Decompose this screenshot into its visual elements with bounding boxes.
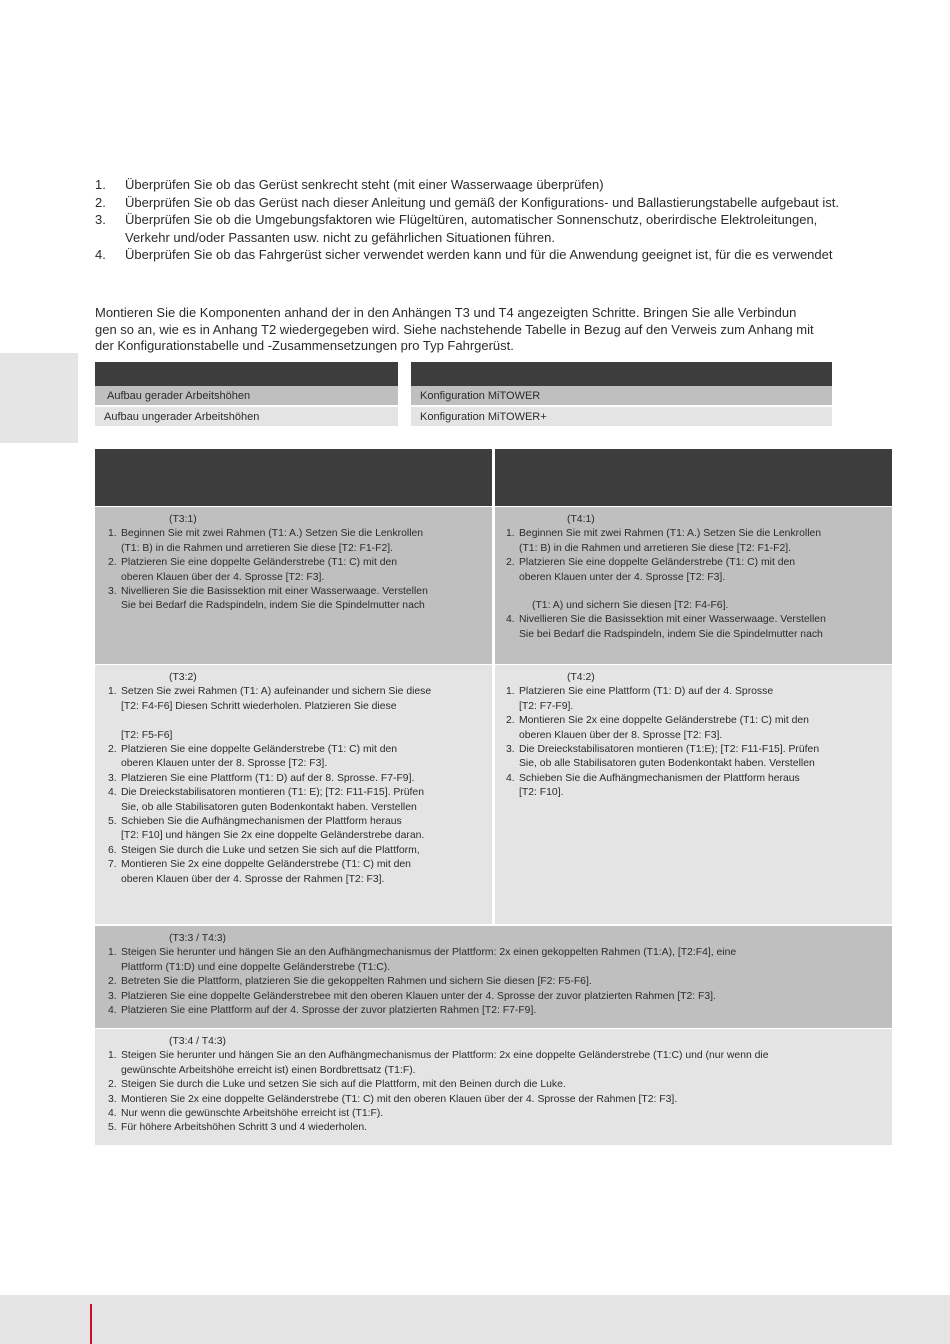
step-list bbox=[506, 527, 880, 585]
step-reference: (T3:3 / T4:3) bbox=[169, 933, 226, 944]
step-item: 1. Setzen Sie zwei Rahmen (T1: A) aufeinander und sichern Sie diese [T2: F4-F6] Diesen Schritt wiederholen. Platzieren Sie diese [T2: F5-F6] bbox=[108, 686, 432, 741]
step-item: 1. Beginnen Sie mit zwei Rahmen (T1: A.) Setzen Sie die Lenkrollen (T1: B) in die Rahmen und arretieren Sie diese [T2: F1-F2]. bbox=[108, 528, 424, 554]
step-item: 5. Schieben Sie die Aufhängmechanismen der Plattform heraus [T2: F10] und hängen Sie 2x eine doppelte Geländerstrebe daran. bbox=[108, 816, 425, 842]
step-cell-t4-2 bbox=[495, 665, 892, 924]
step-item: 4. Nivellieren Sie die Basissektion mit einer Wasserwaage. Verstellen Sie bei Bedarf die Radspindeln, indem Sie die Spindelmutter nach bbox=[506, 614, 826, 640]
intro-paragraph: Montieren Sie die Komponenten anhand der in den Anhängen T3 und T4 angezeigten Schritte. Bringen Sie alle Verbindun gen so an, wie es in Anhang T2 wiedergegeben wird. Siehe nachstehende Tabelle in Bezug auf den Verweis zum Anhang mit der Konfigurationstabelle und -Zusammensetzungen pro Typ Fahrgerüst. bbox=[95, 305, 814, 353]
step-list bbox=[108, 1049, 880, 1135]
config-row: Aufbau gerader Arbeitshöhen bbox=[95, 386, 398, 405]
step-cell-t4-1 bbox=[495, 507, 892, 664]
item-text: Überprüfen Sie ob das Gerüst nach dieser Anleitung und gemäß der Konfigurations- und Ballastierungstabelle aufgebaut ist. bbox=[125, 194, 840, 210]
config-row: Konfiguration MiTOWER+ bbox=[411, 407, 832, 426]
step-list bbox=[506, 685, 880, 800]
checklist-item bbox=[95, 176, 915, 194]
step-cell-t3-2 bbox=[95, 665, 492, 924]
item-text: Überprüfen Sie ob das Gerüst senkrecht steht (mit einer Wasserwaage überprüfen) bbox=[125, 177, 604, 192]
side-tab bbox=[0, 353, 78, 443]
step-continuation: (T1: A) und sichern Sie diesen [T2: F4-F6]. bbox=[532, 600, 729, 612]
footer-bar bbox=[0, 1295, 950, 1344]
checklist-item bbox=[95, 194, 915, 212]
step-reference: (T3:4 / T4:3) bbox=[169, 1036, 226, 1047]
step-reference: (T4:2) bbox=[567, 672, 595, 683]
footer-accent-line bbox=[90, 1304, 92, 1344]
step-item: 1. Beginnen Sie mit zwei Rahmen (T1: A.) Setzen Sie die Lenkrollen (T1: B) in die Rahmen und arretieren Sie diese [T2: F1-F2]. bbox=[506, 528, 822, 554]
item-number: 3. bbox=[95, 212, 106, 227]
step-reference: (T3:1) bbox=[169, 514, 197, 525]
step-list bbox=[108, 527, 480, 613]
step-item: 2. Platzieren Sie eine doppelte Geländerstrebe (T1: C) mit den oberen Klauen unter der 8. Sprosse [T2: F3]. bbox=[108, 744, 398, 770]
step-item: 4. Die Dreieckstabilisatoren montieren (T1: E); [T2: F11-F15]. Prüfen Sie, ob alle Stabilisatoren guten Bodenkontakt haben. Verstellen bbox=[108, 787, 424, 813]
step-item: 2. Montieren Sie 2x eine doppelte Geländerstrebe (T1: C) mit den oberen Klauen über der 8. Sprosse [T2: F3]. bbox=[506, 715, 809, 741]
step-item: 5. Für höhere Arbeitshöhen Schritt 3 und 4 wiederholen. bbox=[108, 1122, 368, 1134]
config-row: Aufbau ungerader Arbeitshöhen bbox=[95, 407, 398, 426]
step-item: 4. Platzieren Sie eine Plattform auf der 4. Sprosse der zuvor platzierten Rahmen [T2: F7-F9]. bbox=[108, 1005, 537, 1017]
step-list bbox=[108, 685, 480, 887]
steps-header-right bbox=[495, 449, 892, 506]
step-item: 2. Betreten Sie die Plattform, platzieren Sie die gekoppelten Rahmen und sichern Sie diesen [F2: F5-F6]. bbox=[108, 976, 592, 988]
item-text: Überprüfen Sie ob das Fahrgerüst sicher verwendet werden kann und für die Anwendung geeignet ist, für die es verwendet bbox=[125, 247, 833, 262]
step-reference: (T3:2) bbox=[169, 672, 197, 683]
step-item: 1. Steigen Sie herunter und hängen Sie an den Aufhängmechanismus der Plattform: 2x einen gekoppelten Rahmen (T1:A), [T2:F4], eine Plattform (T1:D) und eine doppelte Geländerstrebe (T1:C). bbox=[108, 947, 737, 973]
item-text: Überprüfen Sie ob die Umgebungsfaktoren wie Flügeltüren, automatischer Sonnenschutz, oberirdische Elektroleitungen, Verkehr und/oder Passanten usw. nicht zu gefährlichen Situationen führen. bbox=[125, 212, 818, 245]
step-cell-t3-1 bbox=[95, 507, 492, 664]
step-item: 2. Steigen Sie durch die Luke und setzen Sie sich auf die Plattform, mit den Beinen durch die Luke. bbox=[108, 1079, 566, 1091]
step-item: 3. Platzieren Sie eine doppelte Geländerstrebee mit den oberen Klauen unter der 4. Sprosse der zuvor platzierten Rahmen [T2: F3]. bbox=[108, 990, 716, 1002]
step-item: 2. Platzieren Sie eine doppelte Geländerstrebe (T1: C) mit den oberen Klauen unter der 4. Sprosse [T2: F3]. bbox=[506, 557, 796, 583]
step-item: 4. Schieben Sie die Aufhängmechanismen der Plattform heraus [T2: F10]. bbox=[506, 772, 800, 799]
config-table-right bbox=[411, 362, 832, 426]
step-item: 2. Platzieren Sie eine doppelte Geländerstrebe (T1: C) mit den oberen Klauen über der 4. Sprosse [T2: F3]. bbox=[108, 557, 398, 583]
steps-header-left bbox=[95, 449, 492, 506]
item-number: 2. bbox=[95, 194, 106, 210]
step-item: 3. Platzieren Sie eine Plattform (T1: D) auf der 8. Sprosse. F7-F9]. bbox=[108, 772, 415, 784]
config-row: Konfiguration MiTOWER bbox=[411, 386, 832, 405]
step-item: 6. Steigen Sie durch die Luke und setzen Sie sich auf die Plattform, bbox=[108, 844, 420, 856]
step-list bbox=[108, 946, 880, 1018]
step-item: 1. Platzieren Sie eine Plattform (T1: D) auf der 4. Sprosse [T2: F7-F9]. bbox=[506, 686, 774, 712]
step-item: 3. Montieren Sie 2x eine doppelte Geländerstrebe (T1: C) mit den oberen Klauen über der 4. Sprosse der Rahmen [T2: F3]. bbox=[108, 1093, 678, 1105]
config-table-header bbox=[411, 362, 832, 386]
item-number: 1. bbox=[95, 177, 106, 192]
config-table-header bbox=[95, 362, 398, 386]
step-item: 4. Nur wenn die gewünschte Arbeitshöhe erreicht ist (T1:F). bbox=[108, 1108, 384, 1120]
step-list bbox=[506, 613, 880, 642]
step-item: 3. Die Dreieckstabilisatoren montieren (T1:E); [T2: F11-F15]. Prüfen Sie, ob alle Stabilisatoren guten Bodenkontakt haben. Verstellen bbox=[506, 744, 820, 770]
step-item: 7. Montieren Sie 2x eine doppelte Geländerstrebe (T1: C) mit den oberen Klauen über der 4. Sprosse der Rahmen [T2: F3]. bbox=[108, 859, 411, 885]
checklist-item bbox=[95, 246, 915, 264]
checklist-item bbox=[95, 211, 915, 246]
step-item: 3. Nivellieren Sie die Basissektion mit einer Wasserwaage. Verstellen Sie bei Bedarf die Radspindeln, indem Sie die Spindelmutter nach bbox=[108, 586, 428, 612]
item-number: 4. bbox=[95, 247, 106, 262]
step-cell-shared-4 bbox=[95, 1029, 892, 1145]
safety-checklist bbox=[95, 176, 915, 264]
config-table-left bbox=[95, 362, 398, 426]
step-item: 1. Steigen Sie herunter und hängen Sie an den Aufhängmechanismus der Plattform: 2x eine doppelte Geländerstrebe (T1:C) und (nur wenn die gewünschte Arbeitshöhe erreicht ist) einen Bordbrettsatz (T1:F). bbox=[108, 1050, 769, 1076]
step-reference: (T4:1) bbox=[567, 514, 595, 525]
step-cell-shared-3 bbox=[95, 926, 892, 1028]
